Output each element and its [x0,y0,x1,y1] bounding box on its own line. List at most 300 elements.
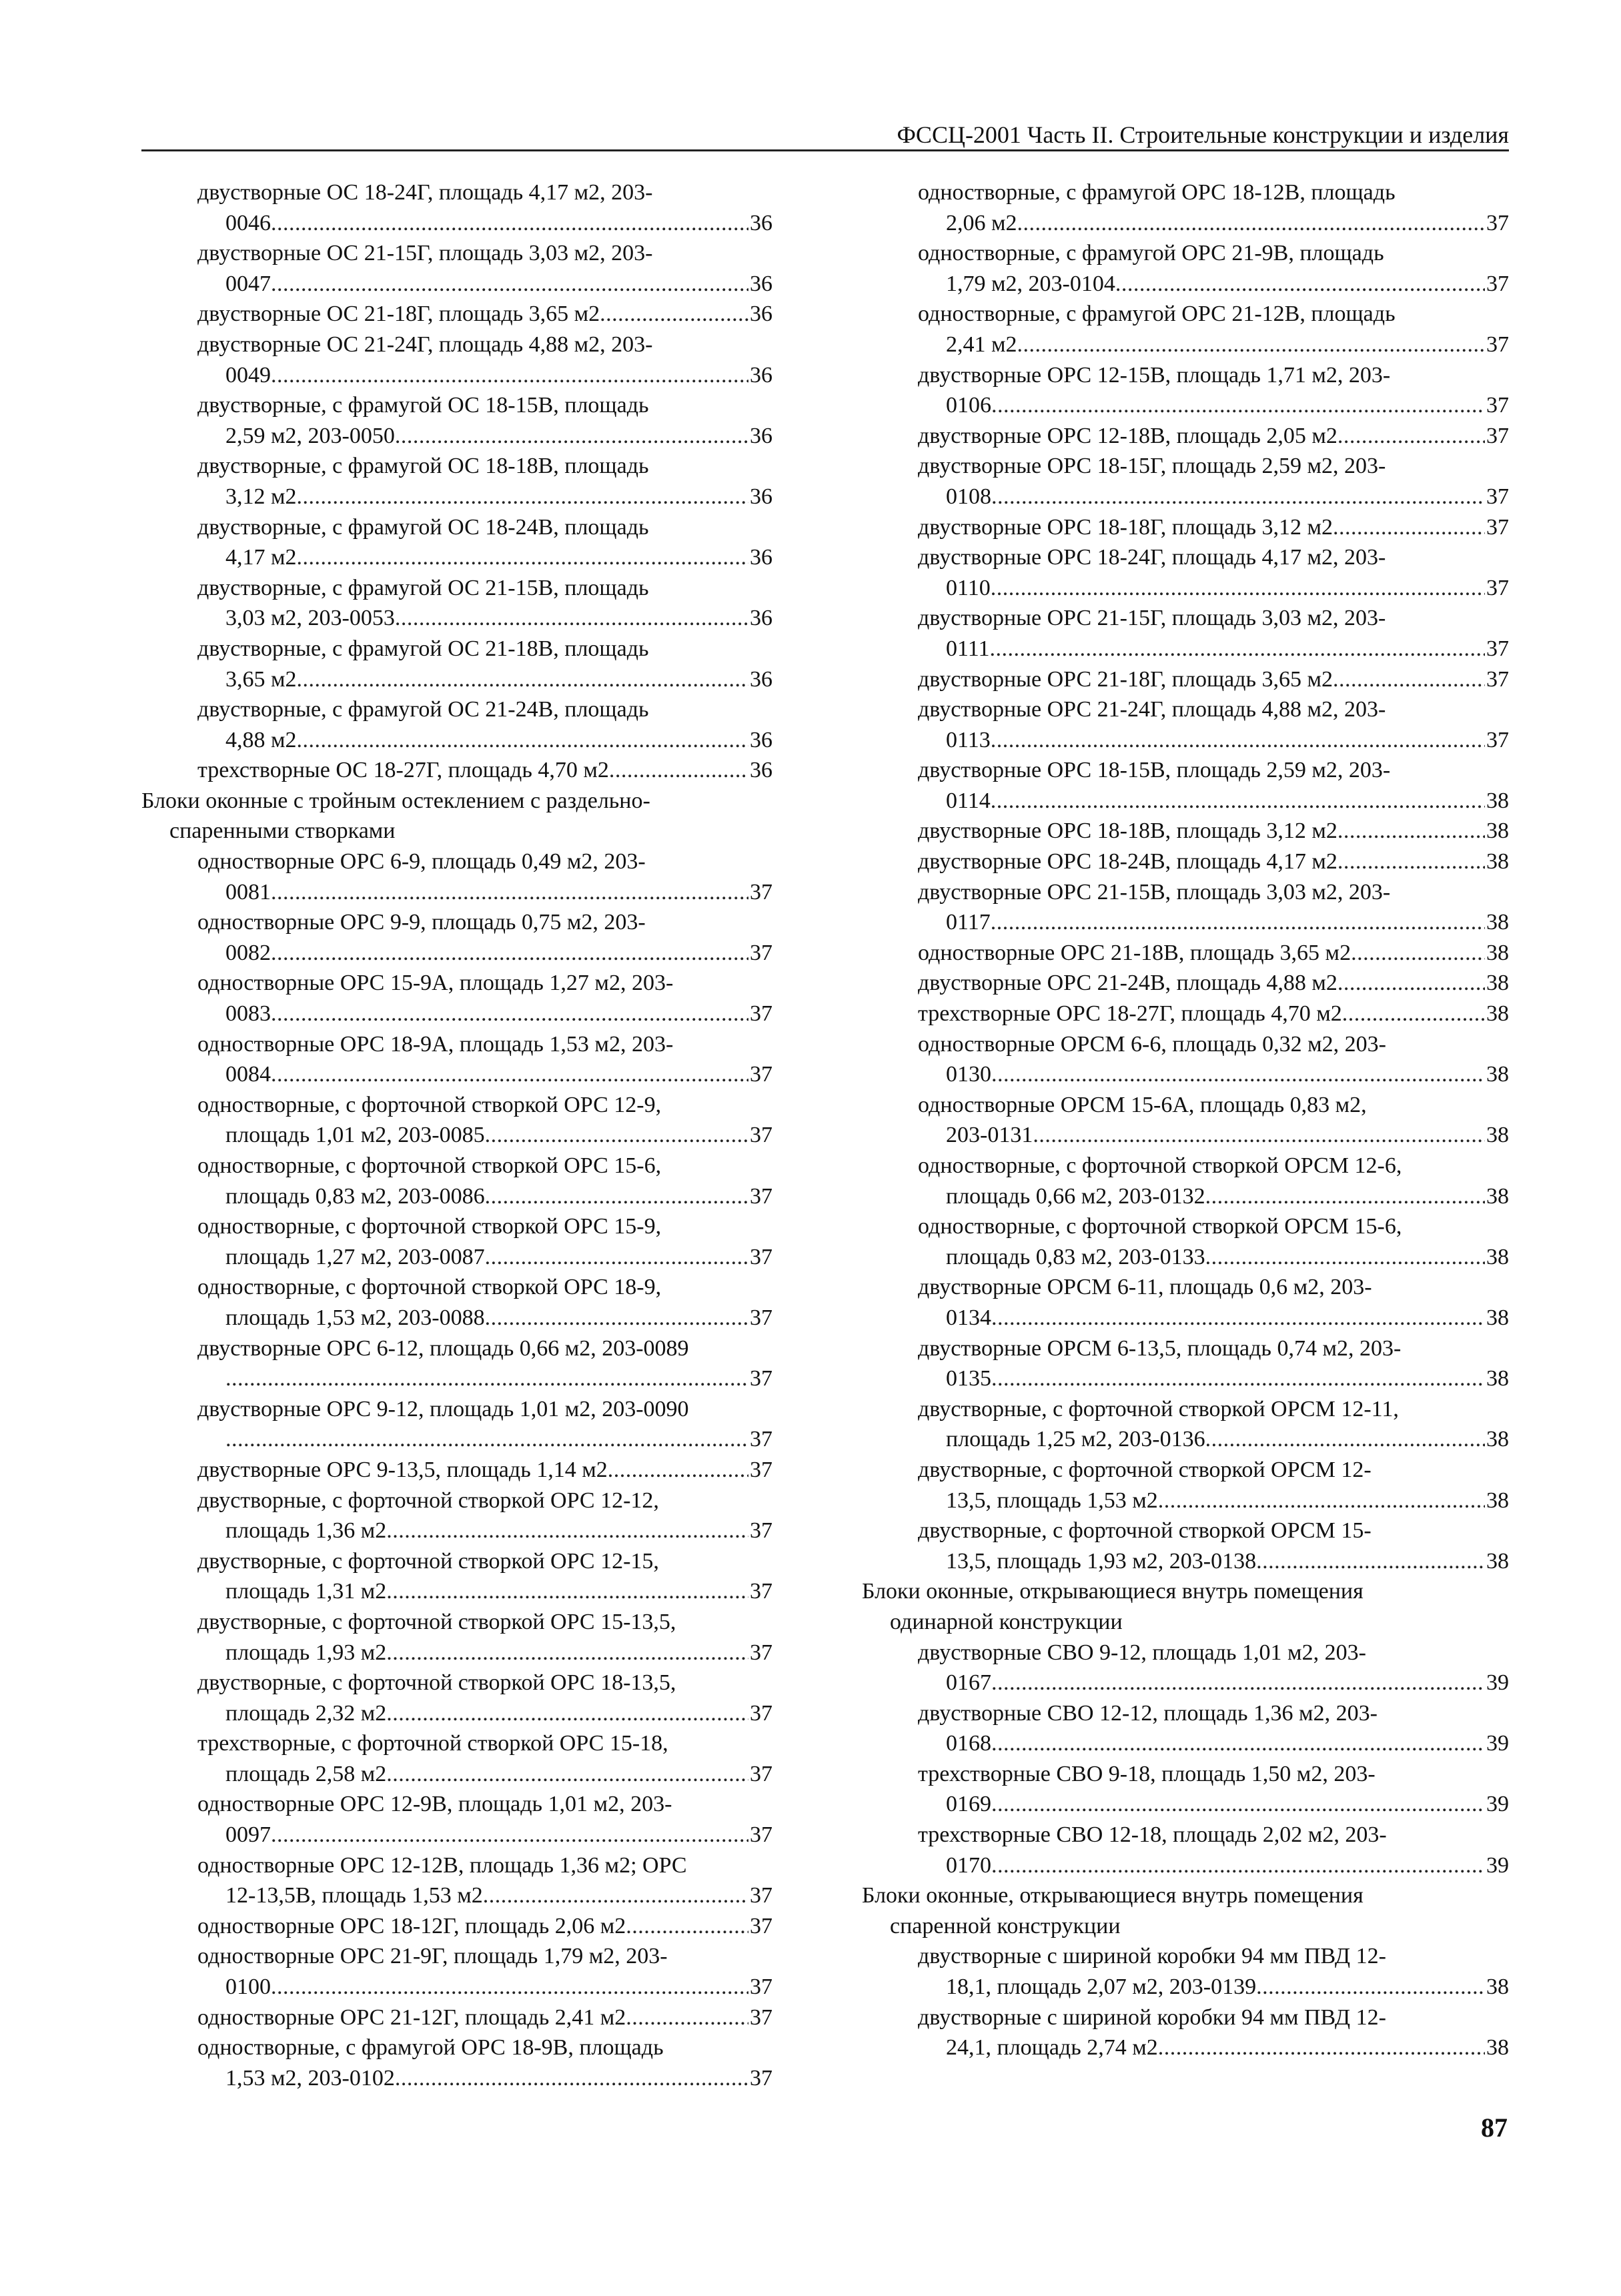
index-entry [862,2002,1509,2063]
entry-page-ref: 38 [1486,1244,1509,1269]
dot-leader [483,1880,748,1911]
index-entry [862,1333,1509,1394]
dot-leader [991,786,1485,816]
entry-text: Блоки оконные, открывающиеся внутрь помещения [862,1579,1364,1604]
dot-leader [991,1850,1485,1881]
index-entry [141,573,772,634]
dot-leader [991,1363,1485,1394]
entry-page-ref: 37 [1486,332,1509,357]
dot-leader [991,1668,1485,1698]
entry-text: двустворные ОРС 21-15В, площадь 3,03 м2, 203- [918,879,1391,905]
entry-page-ref: 37 [1486,423,1509,448]
dot-leader [1333,664,1485,695]
dot-leader [386,1576,748,1607]
entry-text: 0110 [946,575,991,600]
entry-page-ref: 36 [750,362,772,388]
entry-page-ref: 37 [750,1822,772,1848]
index-entry [141,238,772,299]
entry-text: 3,12 м2 [225,484,297,509]
dot-leader [271,999,748,1029]
dot-leader [609,755,748,786]
dot-leader [386,1638,748,1668]
dot-leader [608,1455,748,1486]
dot-leader [271,1059,748,1090]
entry-page-ref: 36 [750,423,772,448]
entry-page-ref: 37 [1486,210,1509,235]
index-entry [862,1090,1509,1151]
entry-page-ref: 37 [1486,636,1509,661]
entry-page-ref: 38 [1486,1305,1509,1330]
entry-text: двустворные, с фрамугой ОС 18-24В, площадь [197,514,649,540]
index-entry [862,1941,1509,2002]
dot-leader [1333,512,1485,543]
index-entry [862,238,1509,299]
index-entry [141,1486,772,1546]
entry-text: 0130 [946,1062,991,1087]
index-entry [141,846,772,907]
entry-text: одностворные, с форточной створкой ОРС 15-6, [197,1153,662,1178]
entry-page-ref: 37 [750,1305,772,1330]
entry-text: спаренными створками [169,818,396,844]
entry-text: 2,59 м2, 203-0050 [225,423,395,448]
dot-leader [271,938,748,969]
entry-page-ref: 38 [1486,1366,1509,1391]
entry-text: 0097 [225,1822,271,1848]
dot-leader [271,269,748,300]
entry-text: двустворные ОРС 12-15В, площадь 1,71 м2, 203- [918,362,1391,388]
entry-page-ref: 37 [750,1913,772,1938]
entry-text: площадь 1,31 м2 [225,1579,387,1604]
dot-leader [991,390,1485,421]
entry-text: двустворные ОРС 21-24Г, площадь 4,88 м2, 203- [918,697,1386,722]
entry-text: 0083 [225,1001,271,1027]
entry-text: одностворные ОРС 12-9В, площадь 1,01 м2, 203- [197,1792,672,1817]
entry-text: двустворные ОРС 18-15Г, площадь 2,59 м2, 203- [918,454,1386,479]
index-entry [862,360,1509,421]
index-entry [862,1272,1509,1333]
entry-page-ref: 36 [750,210,772,235]
index-entry [141,1090,772,1151]
entry-page-ref: 38 [1486,818,1509,844]
entry-page-ref: 38 [1486,910,1509,935]
entry-text: площадь 2,58 м2 [225,1761,387,1786]
entry-text: двустворные ОС 21-18Г, площадь 3,65 м2 [197,302,600,327]
entry-text: 0168 [946,1731,991,1756]
entry-text: трехстворные, с форточной створкой ОРС 15-18, [197,1731,668,1756]
entry-text: 2,06 м2 [946,210,1017,235]
index-entry [141,1211,772,1272]
entry-page-ref: 38 [1486,1427,1509,1452]
entry-page-ref: 38 [1486,788,1509,813]
index-entry [862,299,1509,360]
entry-page-ref: 39 [1486,1731,1509,1756]
entry-text: двустворные ОРСМ 6-13,5, площадь 0,74 м2, 203- [918,1335,1402,1361]
index-entry [862,1394,1509,1455]
entry-page-ref: 37 [750,1518,772,1544]
entry-text: одностворные ОРС 21-18В, площадь 3,65 м2 [918,940,1352,965]
entry-page-ref: 36 [750,545,772,570]
index-entry [862,755,1509,816]
entry-text: 3,03 м2, 203-0053 [225,606,395,631]
dot-leader [271,1820,748,1850]
entry-text: 0106 [946,393,991,418]
dot-leader [271,877,748,908]
entry-page-ref: 37 [750,879,772,905]
entry-page-ref: 37 [1486,514,1509,540]
entry-text: двустворные СВО 12-12, площадь 1,36 м2, 203- [918,1700,1378,1726]
entry-text: двустворные, с форточной створкой ОРС 18-13,5, [197,1670,676,1696]
dot-leader [1337,816,1485,846]
entry-text: площадь 1,25 м2, 203-0136 [946,1427,1205,1452]
dot-leader [1017,330,1485,360]
entry-page-ref: 36 [750,727,772,752]
index-entry [862,451,1509,512]
dot-leader [386,1698,748,1729]
entry-text: двустворные ОРСМ 6-11, площадь 0,6 м2, 203- [918,1275,1372,1300]
entry-text: 0046 [225,210,271,235]
dot-leader [991,1059,1485,1090]
entry-page-ref: 37 [750,1640,772,1665]
entry-text: одностворные, с форточной створкой ОРСМ 15-6, [918,1214,1402,1239]
entry-page-ref: 37 [750,2004,772,2030]
entry-text: двустворные, с форточной створкой ОРСМ 12- [918,1457,1372,1482]
index-entry [141,1272,772,1333]
entry-text: 13,5, площадь 1,53 м2 [946,1488,1158,1513]
page-number: 87 [1481,2113,1508,2143]
dot-leader [386,1516,748,1546]
entry-page-ref: 37 [750,1366,772,1391]
index-entry [141,694,772,755]
entry-page-ref: 39 [1486,1792,1509,1817]
entry-text: Блоки оконные, открывающиеся внутрь помещения [862,1883,1364,1908]
dot-leader [271,208,748,239]
entry-text: 1,53 м2, 203-0102 [225,2065,395,2091]
index-entry [862,512,1509,543]
dot-leader [626,1911,748,1942]
entry-text: двустворные ОРС 9-12, площадь 1,01 м2, 203-0090 [197,1396,689,1421]
index-entry [141,1911,772,1942]
entry-text: двустворные СВО 9-12, площадь 1,01 м2, 203- [918,1640,1366,1665]
entry-text: трехстворные ОС 18-27Г, площадь 4,70 м2 [197,758,609,783]
index-entry [862,938,1509,969]
entry-text: 0114 [946,788,991,813]
index-section-heading [862,1576,1509,1637]
entry-text: двустворные ОРС 18-18Г, площадь 3,12 м2 [918,514,1333,540]
dot-leader [1337,421,1485,452]
index-entry [141,1789,772,1850]
entry-text: двустворные ОРС 21-18Г, площадь 3,65 м2 [918,666,1333,692]
entry-page-ref: 36 [750,606,772,631]
dot-leader [485,1242,748,1273]
entry-page-ref: 37 [750,1974,772,2000]
index-entry [141,177,772,238]
entry-text: одностворные ОРС 18-12Г, площадь 2,06 м2 [197,1913,626,1938]
entry-page-ref: 38 [1486,1123,1509,1148]
entry-text: 0081 [225,879,271,905]
entry-text: одностворные, с фрамугой ОРС 18-9В, площадь [197,2035,664,2061]
index-entry [862,877,1509,938]
entry-text: двустворные ОРС 12-18В, площадь 2,05 м2 [918,423,1337,448]
dot-leader [395,2063,748,2094]
dot-leader [1033,1120,1485,1151]
entry-page-ref: 37 [1486,484,1509,509]
entry-page-ref: 36 [750,302,772,327]
entry-page-ref: 37 [1486,271,1509,296]
dot-leader [989,634,1485,664]
dot-leader [1115,269,1485,300]
entry-text: 4,17 м2 [225,545,297,570]
index-entry [141,330,772,390]
dot-leader [1158,2033,1485,2063]
entry-page-ref: 36 [750,758,772,783]
dot-leader [1205,1242,1485,1273]
entry-page-ref: 38 [1486,1488,1509,1513]
entry-text: двустворные с шириной коробки 94 мм ПВД 12- [918,2004,1386,2030]
entry-text: одностворные ОРС 9-9, площадь 0,75 м2, 203- [197,910,646,935]
header-title: ФССЦ-2001 Часть II. Строительные конструкции и изделия [897,121,1509,148]
entry-text: двустворные с шириной коробки 94 мм ПВД 12- [918,1944,1386,1969]
index-entry [141,451,772,512]
dot-leader [991,1303,1485,1333]
entry-text: двустворные, с фрамугой ОС 21-18В, площадь [197,636,649,661]
entry-text: одностворные ОРС 12-12В, площадь 1,36 м2; ОРС [197,1852,687,1878]
entry-text: 0084 [225,1062,271,1087]
index-entry [862,846,1509,877]
entry-text: двустворные, с форточной створкой ОРСМ 15- [918,1518,1372,1544]
dot-leader [600,299,748,330]
entry-text: двустворные ОС 18-24Г, площадь 4,17 м2, 203- [197,180,653,205]
dot-leader [991,1728,1485,1759]
entry-page-ref: 37 [1486,666,1509,692]
entry-page-ref: 37 [750,1427,772,1452]
dot-leader [297,664,748,695]
entry-page-ref: 36 [750,666,772,692]
index-entry [141,755,772,786]
entry-text: одностворные, с форточной створкой ОРС 15-9, [197,1214,662,1239]
index-section-heading [862,1880,1509,1941]
index-entry [141,2033,772,2093]
index-entry [141,1607,772,1668]
entry-page-ref: 38 [1486,971,1509,996]
entry-text: двустворные ОРС 18-18В, площадь 3,12 м2 [918,818,1337,844]
entry-page-ref: 37 [750,1579,772,1604]
entry-page-ref: 37 [750,1001,772,1027]
entry-text: двустворные ОС 21-15Г, площадь 3,03 м2, 203- [197,241,653,266]
entry-text: одностворные, с форточной створкой ОРС 12-9, [197,1092,662,1117]
entry-text: двустворные, с форточной створкой ОРС 15-13,5, [197,1609,676,1634]
index-entry [141,907,772,968]
entry-page-ref: 37 [750,1457,772,1482]
entry-text: двустворные ОС 21-24Г, площадь 4,88 м2, 203- [197,332,653,357]
entry-text: площадь 2,32 м2 [225,1700,387,1726]
entry-text: двустворные, с форточной створкой ОРС 12-15, [197,1548,659,1574]
entry-text: одностворные ОРСМ 15-6А, площадь 0,83 м2, [918,1092,1367,1117]
index-entry [141,1333,772,1394]
entry-text: площадь 1,27 м2, 203-0087 [225,1244,485,1269]
entry-page-ref: 36 [750,271,772,296]
index-entry [862,1759,1509,1820]
entry-text: площадь 1,01 м2, 203-0085 [225,1123,485,1148]
dot-leader [626,2002,748,2033]
dot-leader [485,1303,748,1333]
entry-text: площадь 1,93 м2 [225,1640,387,1665]
dot-leader [386,1759,748,1790]
entry-page-ref: 37 [1486,575,1509,600]
entry-text: 2,41 м2 [946,332,1017,357]
entry-text: площадь 0,66 м2, 203-0132 [946,1183,1205,1209]
index-entry [141,390,772,451]
dot-leader [991,907,1485,938]
entry-text: трехстворные СВО 9-18, площадь 1,50 м2, 203- [918,1761,1376,1786]
entry-text: 0135 [946,1366,991,1391]
entry-text: одинарной конструкции [890,1609,1123,1634]
entry-text: двустворные ОРС 9-13,5, площадь 1,14 м2 [197,1457,608,1482]
entry-text: 3,65 м2 [225,666,297,692]
entry-text: 0169 [946,1792,991,1817]
entry-text: одностворные ОРС 21-12Г, площадь 2,41 м2 [197,2004,626,2030]
index-entry [141,1394,772,1455]
entry-page-ref: 37 [750,1062,772,1087]
entry-page-ref: 37 [750,1123,772,1148]
dot-leader [991,1789,1485,1820]
entry-text: двустворные, с фрамугой ОС 18-18В, площадь [197,454,649,479]
running-header [141,117,1509,151]
entry-text: двустворные, с фрамугой ОС 18-15В, площадь [197,393,649,418]
entry-text: 0108 [946,484,991,509]
entry-text: 0167 [946,1670,991,1696]
entry-page-ref: 37 [750,1244,772,1269]
dot-leader [991,725,1485,756]
entry-text: двустворные, с форточной створкой ОРС 12-12, [197,1488,659,1513]
index-entry [141,968,772,1029]
entry-text: двустворные ОРС 21-15Г, площадь 3,03 м2, 203- [918,606,1386,631]
dot-leader [297,542,748,573]
entry-page-ref: 37 [750,1700,772,1726]
dot-leader [485,1181,748,1212]
index-entry [862,664,1509,695]
entry-page-ref: 37 [1486,393,1509,418]
dot-leader [485,1120,748,1151]
entry-text: двустворные ОРС 6-12, площадь 0,66 м2, 203-0089 [197,1335,689,1361]
index-section-heading [141,786,772,846]
entry-page-ref: 37 [750,2065,772,2091]
entry-page-ref: 38 [1486,2035,1509,2061]
entry-text: трехстворные ОРС 18-27Г, площадь 4,70 м2 [918,1001,1342,1027]
index-entry [141,1850,772,1911]
index-entry [141,512,772,573]
entry-page-ref: 38 [1486,849,1509,875]
entry-text: одностворные ОРС 21-9Г, площадь 1,79 м2, 203- [197,1944,668,1969]
index-entry [862,1638,1509,1698]
index-entry [862,1516,1509,1576]
dot-leader [1205,1181,1485,1212]
entry-text: площадь 0,83 м2, 203-0133 [946,1244,1205,1269]
entry-text: двустворные ОРС 18-24Г, площадь 4,17 м2, 203- [918,545,1386,570]
dot-leader [225,1363,748,1394]
index-entry [141,634,772,694]
index-entry [862,1820,1509,1880]
entry-page-ref: 37 [750,1761,772,1786]
dot-leader [297,482,748,512]
dot-leader [1205,1424,1485,1455]
entry-text: 0049 [225,362,271,388]
index-entry [141,1455,772,1486]
index-entry [862,603,1509,664]
index-entry [862,1151,1509,1211]
dot-leader [1256,1546,1485,1577]
entry-text: 0082 [225,940,271,965]
entry-page-ref: 37 [750,1883,772,1908]
dot-leader [1342,999,1485,1029]
entry-text: 1,79 м2, 203-0104 [946,271,1115,296]
dot-leader [1256,1972,1485,2002]
dot-leader [297,725,748,756]
entry-text: одностворные, с форточной створкой ОРС 18-9, [197,1275,662,1300]
index-entry [862,542,1509,603]
entry-text: 4,88 м2 [225,727,297,752]
dot-leader [1337,846,1485,877]
index-entry [862,999,1509,1029]
dot-leader [395,603,748,634]
dot-leader [271,1972,748,2002]
entry-text: одностворные, с фрамугой ОРС 21-12В, площадь [918,302,1396,327]
entry-text: одностворные ОРС 15-9А, площадь 1,27 м2, 203- [197,971,674,996]
entry-text: одностворные ОРС 18-9А, площадь 1,53 м2, 203- [197,1031,674,1057]
entry-text: 13,5, площадь 1,93 м2, 203-0138 [946,1548,1257,1574]
entry-text: 12-13,5В, площадь 1,53 м2 [225,1883,483,1908]
entry-text: площадь 1,36 м2 [225,1518,387,1544]
dot-leader [225,1424,748,1455]
entry-page-ref: 38 [1486,1974,1509,2000]
entry-text: 24,1, площадь 2,74 м2 [946,2035,1158,2061]
index-column-right [862,177,1509,2063]
entry-page-ref: 38 [1486,940,1509,965]
entry-text: двустворные, с фрамугой ОС 21-15В, площадь [197,575,649,600]
entry-text: 203-0131 [946,1123,1033,1148]
entry-page-ref: 39 [1486,1670,1509,1696]
entry-text: 18,1, площадь 2,07 м2, 203-0139 [946,1974,1257,2000]
index-entry [862,968,1509,999]
entry-text: трехстворные СВО 12-18, площадь 2,02 м2, 203- [918,1822,1387,1848]
entry-page-ref: 39 [1486,1852,1509,1878]
entry-text: одностворные, с фрамугой ОРС 21-9В, площадь [918,241,1384,266]
index-entry [141,2002,772,2033]
entry-text: одностворные, с фрамугой ОРС 18-12В, площадь [918,180,1396,205]
entry-page-ref: 38 [1486,1548,1509,1574]
index-entry [141,1029,772,1090]
entry-text: 0111 [946,636,990,661]
entry-text: 0117 [946,910,991,935]
entry-text: одностворные ОРС 6-9, площадь 0,49 м2, 203- [197,849,646,875]
index-entry [862,177,1509,238]
dot-leader [1158,1486,1485,1516]
index-entry [862,1698,1509,1759]
entry-text: одностворные ОРСМ 6-6, площадь 0,32 м2, 203- [918,1031,1386,1057]
entry-text: 0113 [946,727,991,752]
entry-text: 0134 [946,1305,991,1330]
entry-text: двустворные, с фрамугой ОС 21-24В, площадь [197,697,649,722]
entry-text: двустворные, с форточной створкой ОРСМ 12-11, [918,1396,1399,1421]
entry-text: одностворные, с форточной створкой ОРСМ 12-6, [918,1153,1402,1178]
index-entry [141,1151,772,1211]
entry-text: площадь 1,53 м2, 203-0088 [225,1305,485,1330]
entry-page-ref: 38 [1486,1062,1509,1087]
entry-page-ref: 38 [1486,1183,1509,1209]
dot-leader [271,360,748,391]
index-entry [141,1668,772,1728]
index-entry [862,1211,1509,1272]
entry-page-ref: 38 [1486,1001,1509,1027]
